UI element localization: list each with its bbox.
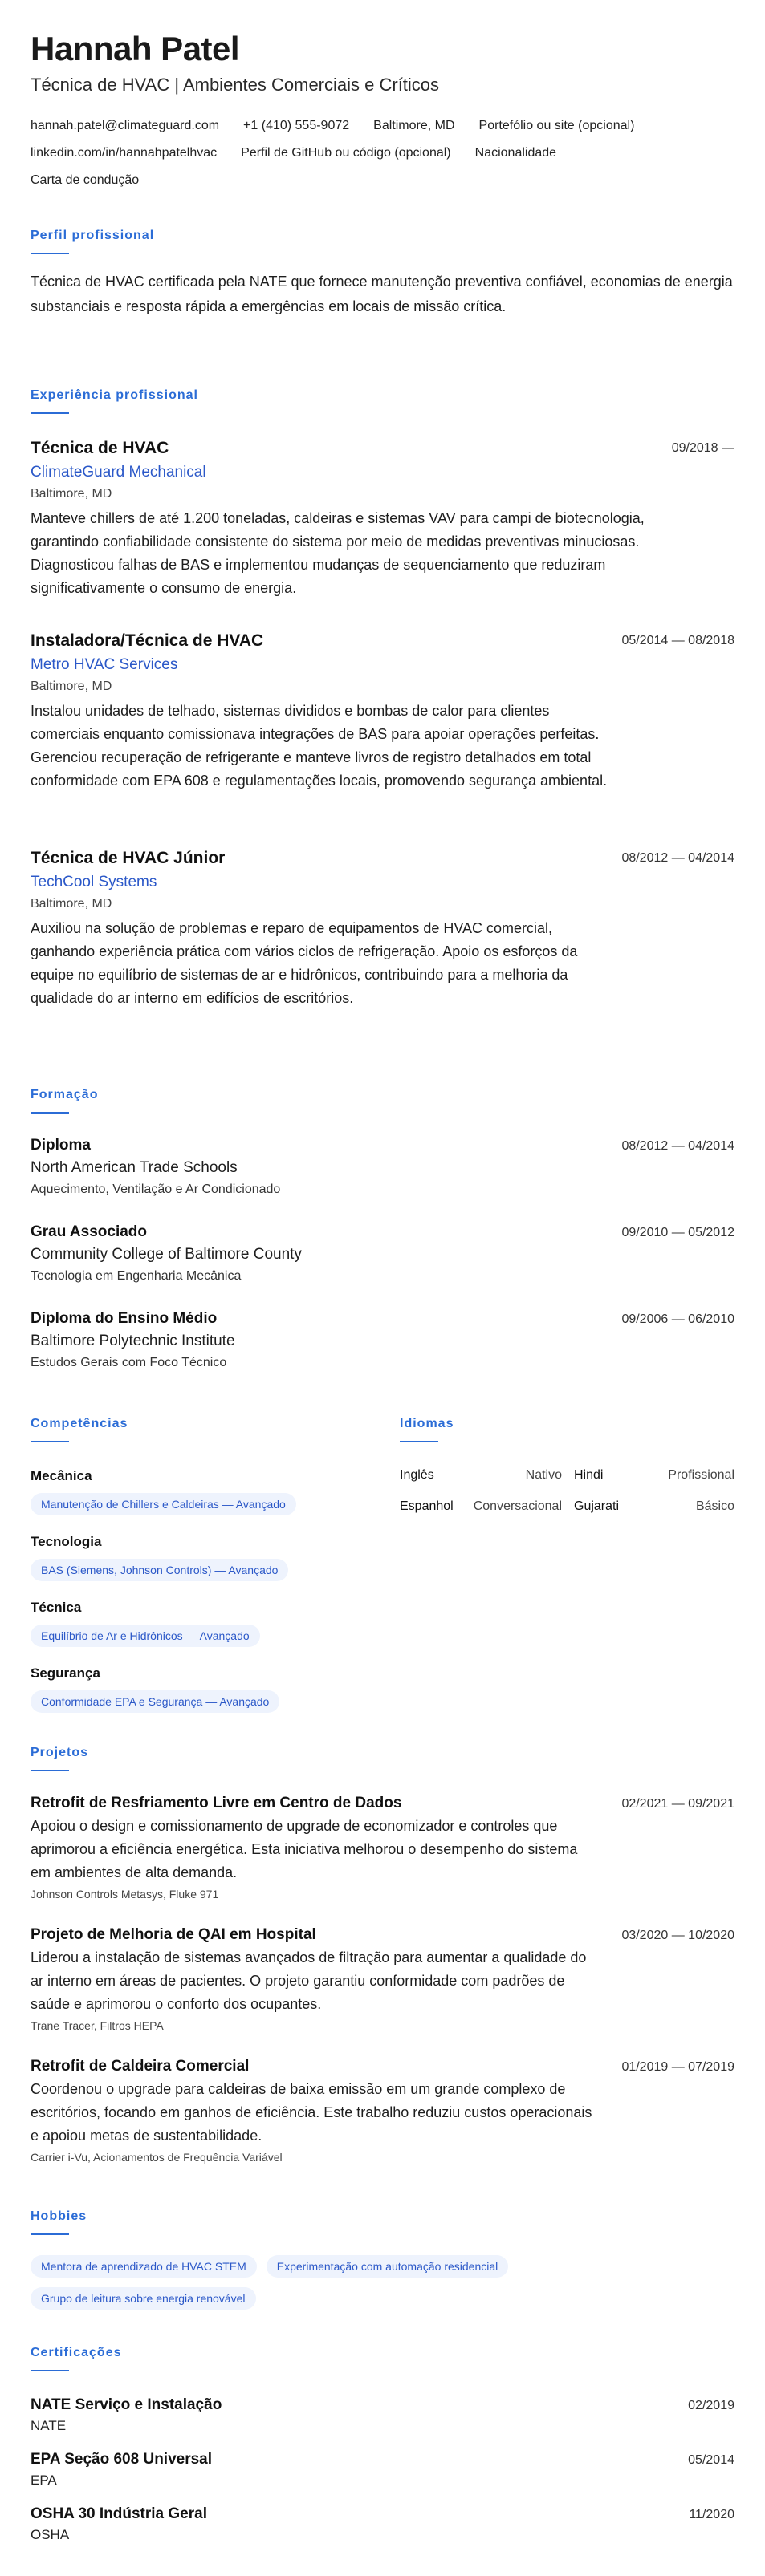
certification-date: 05/2014 [688, 2453, 734, 2467]
section-divider [31, 253, 69, 254]
job-company: TechCool Systems [31, 874, 157, 890]
skill-category: Mecânica [31, 1468, 92, 1483]
section-heading-experience: Experiência profissional [31, 388, 198, 402]
section-heading-certifications: Certificações [31, 2346, 122, 2359]
project-title: Retrofit de Caldeira Comercial [31, 2058, 250, 2075]
education-entry [31, 1308, 734, 1373]
section-divider [31, 1441, 69, 1442]
language-level: Profissional [668, 1468, 734, 1482]
education-entry [31, 1221, 734, 1287]
education-dates: 09/2006 — 06/2010 [621, 1312, 734, 1326]
language-level: Nativo [525, 1468, 562, 1482]
hobby-chip: Experimentação com automação residencial [267, 2255, 508, 2278]
job-title: Técnica de HVAC Júnior [31, 849, 226, 867]
project-title: Retrofit de Resfriamento Livre em Centro de Dados [31, 1795, 402, 1811]
certification-entry [31, 2503, 734, 2545]
project-tech: Trane Tracer, Filtros HEPA [31, 2019, 164, 2032]
hobby-chip: Grupo de leitura sobre energia renovável [31, 2287, 256, 2310]
job-description: Auxiliou na solução de problemas e reparo de equipamentos de HVAC comercial, ganhando experiência prática com vários ciclos de refrigeração. Apoio os esforços da equipe no equilíbrio de sistemas de ar e hidrônicos, contribuindo para a melhoria da qualidade do ar interno em edifícios de escritórios. [31, 920, 578, 1006]
job-description: Instalou unidades de telhado, sistemas divididos e bombas de calor para clientes comerciais enquanto comissionava integrações de BAS para apoiar operações perfeitas. Gerenciou recuperação de refrigerante e manteve livros de registro detalhados em total conformidade com EPA 608 e regulamentações locais, promovendo segurança ambiental. [31, 703, 608, 789]
skill-category: Técnica [31, 1600, 82, 1615]
certification-entry [31, 2394, 734, 2436]
certification-name: NATE Serviço e Instalação [31, 2396, 222, 2413]
skill-category: Segurança [31, 1665, 100, 1681]
project-entry [31, 1924, 734, 2035]
project-entry [31, 1792, 734, 1904]
project-entry [31, 2055, 734, 2167]
section-heading-skills: Competências [31, 1417, 128, 1430]
certification-date: 02/2019 [688, 2399, 734, 2412]
language-name: Gujarati [574, 1499, 620, 1513]
section-divider [31, 1770, 69, 1771]
job-dates: 05/2014 — 08/2018 [621, 634, 734, 647]
education-degree: Grau Associado [31, 1223, 148, 1240]
job-dates: 08/2012 — 04/2014 [621, 851, 734, 865]
certification-entry [31, 2448, 734, 2490]
candidate-name: Hannah Patel [31, 30, 240, 67]
experience-entry [31, 629, 734, 793]
section-divider [31, 2370, 69, 2371]
language-name: Inglês [400, 1468, 434, 1482]
contact-github[interactable]: Perfil de GitHub ou código (opcional) [241, 146, 451, 160]
project-tech: Johnson Controls Metasys, Fluke 971 [31, 1888, 219, 1901]
education-field: Estudos Gerais com Foco Técnico [31, 1356, 227, 1369]
education-school: Community College of Baltimore County [31, 1246, 302, 1263]
project-description: Apoiou o design e comissionamento de upgrade de economizador e controles que aprimorou a eficiência energética. Esta iniciativa melhorou o desempenho do sistema em ambientes de alta demanda. [31, 1818, 578, 1880]
section-divider [31, 1112, 69, 1114]
job-company: ClimateGuard Mechanical [31, 464, 206, 481]
experience-entry [31, 846, 734, 1010]
language-name: Espanhol [400, 1499, 454, 1513]
project-dates: 03/2020 — 10/2020 [621, 1929, 734, 1942]
skill-group [31, 1466, 296, 1515]
skill-chip: Conformidade EPA e Segurança — Avançado [31, 1690, 279, 1713]
skill-chip: Equilíbrio de Ar e Hidrônicos — Avançado [31, 1625, 260, 1647]
section-experience [31, 387, 734, 414]
languages-column [400, 1415, 734, 1513]
contact-email[interactable]: hannah.patel@climateguard.com [31, 119, 220, 132]
project-description: Coordenou o upgrade para caldeiras de baixa emissão em um grande complexo de escritórios, focando em ganhos de eficiência. Este trabalho reduziu custos operacionais e apoiou metas de sustentabilidade. [31, 2081, 592, 2144]
certification-date: 11/2020 [689, 2508, 734, 2521]
job-title: Técnica de HVAC [31, 439, 169, 457]
education-dates: 08/2012 — 04/2014 [621, 1139, 734, 1153]
certification-issuer: EPA [31, 2473, 57, 2488]
contact-location: Baltimore, MD [373, 119, 455, 132]
section-heading-projects: Projetos [31, 1746, 89, 1759]
section-divider [31, 412, 69, 414]
candidate-title: Técnica de HVAC | Ambientes Comerciais e Críticos [31, 75, 440, 95]
skills-column [31, 1415, 376, 1708]
project-title: Projeto de Melhoria de QAI em Hospital [31, 1926, 316, 1943]
hobby-chip: Mentora de aprendizado de HVAC STEM [31, 2255, 257, 2278]
skill-group [31, 1598, 260, 1647]
section-hobbies [31, 2208, 734, 2235]
education-school: North American Trade Schools [31, 1159, 238, 1176]
language-level: Básico [695, 1499, 734, 1513]
education-degree: Diploma do Ensino Médio [31, 1310, 218, 1327]
section-profile [31, 227, 734, 254]
job-location: Baltimore, MD [31, 679, 112, 693]
section-divider [31, 2233, 69, 2235]
skill-chip: BAS (Siemens, Johnson Controls) — Avançado [31, 1559, 288, 1581]
section-projects [31, 1744, 734, 1771]
certification-name: OSHA 30 Indústria Geral [31, 2505, 207, 2522]
section-heading-profile: Perfil profissional [31, 229, 155, 242]
profile-summary: Técnica de HVAC certificada pela NATE que fornece manutenção preventiva confiável, economias de energia substanciais e resposta rápida a emergências em locais de missão crítica. [31, 274, 733, 314]
education-field: Aquecimento, Ventilação e Ar Condicionado [31, 1183, 281, 1196]
job-dates: 09/2018 — [671, 441, 734, 455]
section-skills-languages [31, 1415, 734, 1720]
experience-entry [31, 436, 734, 600]
skill-group [31, 1664, 279, 1713]
language-name: Hindi [574, 1468, 604, 1482]
job-company: Metro HVAC Services [31, 656, 178, 673]
contact-list [31, 112, 734, 194]
section-heading-education: Formação [31, 1088, 99, 1101]
project-dates: 02/2021 — 09/2021 [621, 1797, 734, 1811]
education-field: Tecnologia em Engenharia Mecânica [31, 1269, 242, 1283]
skill-category: Tecnologia [31, 1534, 102, 1549]
job-title: Instaladora/Técnica de HVAC [31, 631, 264, 650]
section-education [31, 1086, 734, 1114]
education-degree: Diploma [31, 1137, 91, 1154]
education-entry [31, 1134, 734, 1200]
job-description: Manteve chillers de até 1.200 toneladas, caldeiras e sistemas VAV para campi de biotecnologia, garantindo confiabilidade consistente do sistema por meio de medidas preventivas minuciosas. Diagnosticou falhas de BAS e implementou mudanças de sequenciamento que reduziram significativamente o consumo de energia. [31, 510, 645, 596]
project-dates: 01/2019 — 07/2019 [621, 2060, 734, 2074]
section-divider [400, 1441, 438, 1442]
project-description: Liderou a instalação de sistemas avançados de filtração para aumentar a qualidade do ar interno em áreas de pacientes. O projeto garantiu conformidade com padrões de saúde e aprimorou o conforto dos ocupantes. [31, 1949, 587, 2012]
section-certifications [31, 2344, 734, 2371]
language-level: Conversacional [473, 1499, 562, 1513]
education-school: Baltimore Polytechnic Institute [31, 1333, 235, 1349]
contact-phone[interactable]: +1 (410) 555-9072 [243, 119, 350, 132]
section-heading-languages: Idiomas [400, 1417, 454, 1430]
contact-portfolio[interactable]: Portefólio ou site (opcional) [478, 119, 635, 132]
certification-name: EPA Seção 608 Universal [31, 2451, 213, 2468]
job-location: Baltimore, MD [31, 897, 112, 911]
contact-linkedin[interactable]: linkedin.com/in/hannahpatelhvac [31, 146, 218, 160]
contact-nationality: Nacionalidade [474, 146, 557, 160]
job-location: Baltimore, MD [31, 487, 112, 501]
hobbies-list [31, 2251, 592, 2315]
project-tech: Carrier i-Vu, Acionamentos de Frequência Variável [31, 2151, 283, 2164]
certification-issuer: OSHA [31, 2527, 70, 2542]
education-dates: 09/2010 — 05/2012 [621, 1226, 734, 1239]
skill-chip: Manutenção de Chillers e Caldeiras — Avançado [31, 1493, 296, 1515]
section-heading-hobbies: Hobbies [31, 2209, 87, 2223]
skill-group [31, 1532, 288, 1581]
certification-issuer: NATE [31, 2418, 67, 2433]
contact-drivers-license: Carta de condução [31, 173, 140, 187]
